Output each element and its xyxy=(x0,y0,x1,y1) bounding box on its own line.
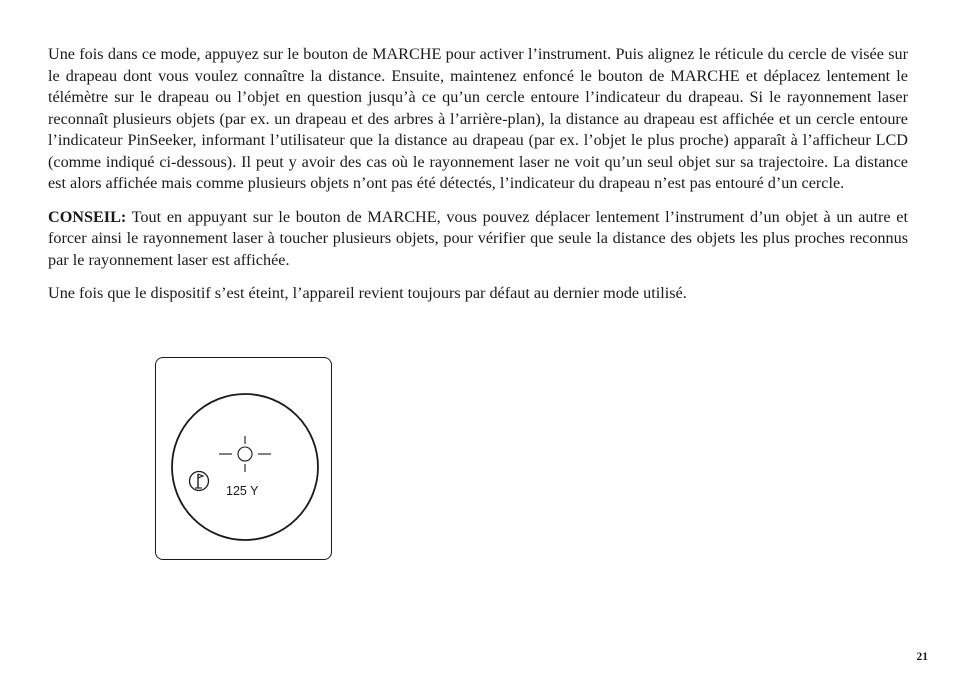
page-body xyxy=(48,44,908,317)
paragraph-pinseeker-mode: Une fois dans ce mode, appuyez sur le bouton de MARCHE pour activer l’instrument. Puis alignez le réticule du cercle de visée sur le drapeau dont vous voulez connaître la distance. Ensuite, maintenez enfoncé le bouton de MARCHE et déplacez lentement le télémètre sur le drapeau ou l’objet en question jusqu’à ce qu’un cercle entoure l’indicateur du drapeau. Si le rayonnement laser reconnaît plusieurs objets (par ex. un drapeau et des arbres à l’arrière-plan), la distance au drapeau est affichée et un cercle entoure l’indicateur PinSeeker, informant l’utilisateur que la distance au drapeau (par ex. l’objet le plus proche) apparaît à l’afficheur LCD (comme indiqué ci-dessous). Il peut y avoir des cas où le rayonnement laser ne voit qu’un seul objet sur sa trajectoire. La distance est alors affichée mais comme plusieurs objets n’ont pas été détectés, l’indicateur du drapeau n’est pas entouré d’un cercle. xyxy=(48,45,908,192)
tip-text: Tout en appuyant sur le bouton de MARCHE, vous pouvez déplacer lentement l’instrument d’un objet à un autre et forcer ainsi le rayonnement laser à toucher plusieurs objets, pour vérifier que seule la distance des objets les plus proches reconnus par le rayonnement laser est affichée. xyxy=(48,207,908,269)
tip-label: CONSEIL: xyxy=(48,207,127,226)
paragraph-default-mode: Une fois que le dispositif s’est éteint, l’appareil revient toujours par défaut au dernier mode utilisé. xyxy=(48,284,687,302)
pinseeker-flag-icon xyxy=(190,472,209,491)
lcd-display-illustration xyxy=(155,357,332,560)
reticle-icon xyxy=(219,436,271,472)
lcd-display-graphic xyxy=(156,358,333,561)
distance-readout: 125 Y xyxy=(226,484,259,498)
paragraph-tip xyxy=(48,207,908,272)
page-number: 21 xyxy=(916,651,928,663)
